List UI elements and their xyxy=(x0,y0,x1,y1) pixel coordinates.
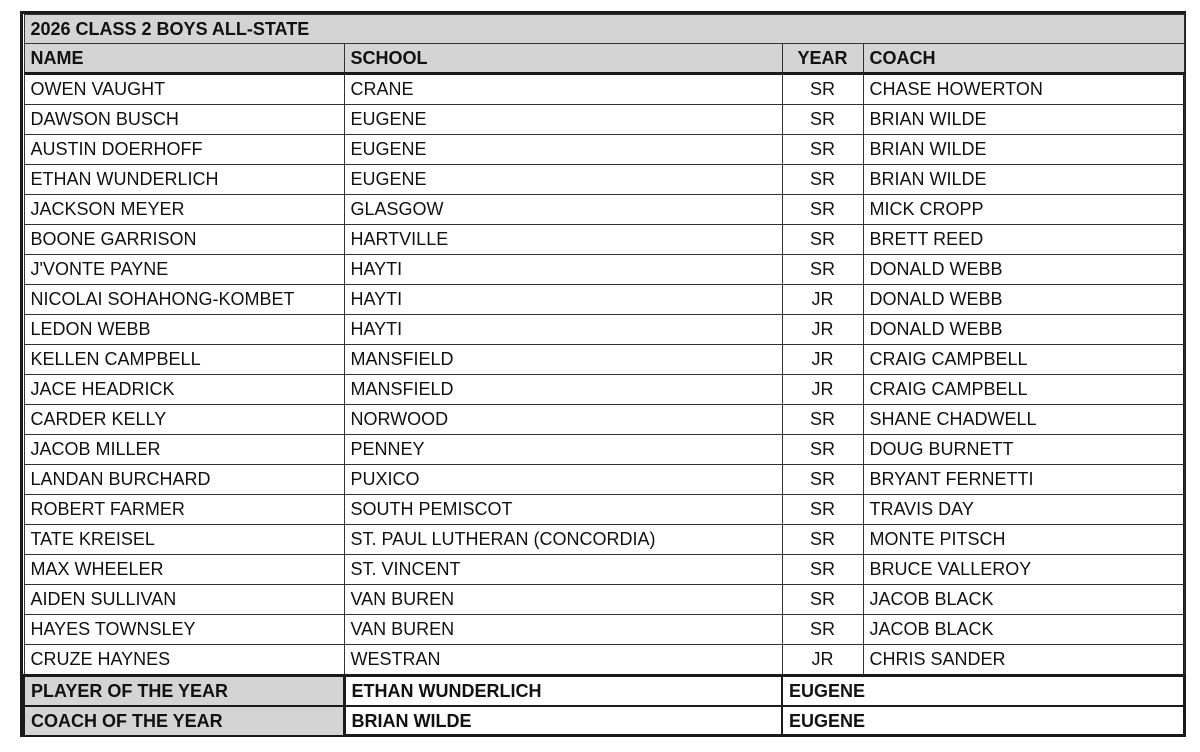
table-row xyxy=(24,105,1184,135)
year-cell: SR xyxy=(782,165,863,195)
player-name-cell: BOONE GARRISON xyxy=(24,225,344,255)
coach-cell: CHRIS SANDER xyxy=(863,645,1184,676)
year-cell: SR xyxy=(782,195,863,225)
table-row xyxy=(24,645,1184,676)
year-cell: SR xyxy=(782,105,863,135)
school-cell: ST. PAUL LUTHERAN (CONCORDIA) xyxy=(344,525,782,555)
player-name-cell: JACE HEADRICK xyxy=(24,375,344,405)
year-cell: SR xyxy=(782,225,863,255)
school-cell: EUGENE xyxy=(344,135,782,165)
coach-cell: BRIAN WILDE xyxy=(863,165,1184,195)
coach-cell: MONTE PITSCH xyxy=(863,525,1184,555)
year-cell: SR xyxy=(782,74,863,105)
player-name-cell: JACKSON MEYER xyxy=(24,195,344,225)
year-cell: JR xyxy=(782,285,863,315)
player-name-cell: AIDEN SULLIVAN xyxy=(24,585,344,615)
year-cell: SR xyxy=(782,525,863,555)
player-name-cell: NICOLAI SOHAHONG-KOMBET xyxy=(24,285,344,315)
school-cell: GLASGOW xyxy=(344,195,782,225)
column-header-name: NAME xyxy=(24,44,344,74)
coach-cell: BRETT REED xyxy=(863,225,1184,255)
table-row xyxy=(24,165,1184,195)
player-name-cell: JACOB MILLER xyxy=(24,435,344,465)
school-cell: WESTRAN xyxy=(344,645,782,676)
year-cell: JR xyxy=(782,645,863,676)
coach-cell: BRYANT FERNETTI xyxy=(863,465,1184,495)
year-cell: SR xyxy=(782,465,863,495)
school-cell: VAN BUREN xyxy=(344,585,782,615)
table-title: 2026 CLASS 2 BOYS ALL-STATE xyxy=(24,15,1184,44)
table-row xyxy=(24,135,1184,165)
award-label-cell: PLAYER OF THE YEAR xyxy=(24,676,344,707)
all-state-sheet xyxy=(20,11,1186,737)
player-name-cell: CARDER KELLY xyxy=(24,405,344,435)
year-cell: JR xyxy=(782,315,863,345)
school-cell: HAYTI xyxy=(344,255,782,285)
coach-cell: CRAIG CAMPBELL xyxy=(863,345,1184,375)
year-cell: SR xyxy=(782,435,863,465)
award-winner-cell: ETHAN WUNDERLICH xyxy=(344,676,782,707)
player-name-cell: DAWSON BUSCH xyxy=(24,105,344,135)
year-cell: SR xyxy=(782,495,863,525)
coach-cell: CHASE HOWERTON xyxy=(863,74,1184,105)
coach-cell: BRUCE VALLEROY xyxy=(863,555,1184,585)
year-cell: SR xyxy=(782,255,863,285)
year-cell: SR xyxy=(782,615,863,645)
award-winner-cell: BRIAN WILDE xyxy=(344,706,782,736)
year-cell: SR xyxy=(782,405,863,435)
player-name-cell: HAYES TOWNSLEY xyxy=(24,615,344,645)
school-cell: ST. VINCENT xyxy=(344,555,782,585)
column-header-coach: COACH xyxy=(863,44,1184,74)
player-name-cell: AUSTIN DOERHOFF xyxy=(24,135,344,165)
school-cell: PUXICO xyxy=(344,465,782,495)
all-state-table xyxy=(23,14,1185,737)
coach-cell: DOUG BURNETT xyxy=(863,435,1184,465)
player-name-cell: ROBERT FARMER xyxy=(24,495,344,525)
coach-cell: SHANE CHADWELL xyxy=(863,405,1184,435)
table-title-row xyxy=(24,15,1184,44)
award-school-cell: EUGENE xyxy=(782,706,1184,736)
table-row xyxy=(24,255,1184,285)
player-name-cell: LANDAN BURCHARD xyxy=(24,465,344,495)
school-cell: SOUTH PEMISCOT xyxy=(344,495,782,525)
school-cell: MANSFIELD xyxy=(344,375,782,405)
award-row xyxy=(24,706,1184,736)
year-cell: SR xyxy=(782,135,863,165)
school-cell: PENNEY xyxy=(344,435,782,465)
player-name-cell: OWEN VAUGHT xyxy=(24,74,344,105)
table-row xyxy=(24,555,1184,585)
school-cell: NORWOOD xyxy=(344,405,782,435)
table-row xyxy=(24,465,1184,495)
table-row xyxy=(24,375,1184,405)
award-label-cell: COACH OF THE YEAR xyxy=(24,706,344,736)
award-row xyxy=(24,676,1184,707)
coach-cell: TRAVIS DAY xyxy=(863,495,1184,525)
column-header-year: YEAR xyxy=(782,44,863,74)
table-row xyxy=(24,345,1184,375)
coach-cell: JACOB BLACK xyxy=(863,585,1184,615)
award-school-cell: EUGENE xyxy=(782,676,1184,707)
player-name-cell: LEDON WEBB xyxy=(24,315,344,345)
table-row xyxy=(24,615,1184,645)
player-name-cell: ETHAN WUNDERLICH xyxy=(24,165,344,195)
school-cell: MANSFIELD xyxy=(344,345,782,375)
player-name-cell: J'VONTE PAYNE xyxy=(24,255,344,285)
coach-cell: DONALD WEBB xyxy=(863,285,1184,315)
year-cell: JR xyxy=(782,345,863,375)
table-row xyxy=(24,495,1184,525)
coach-cell: BRIAN WILDE xyxy=(863,135,1184,165)
coach-cell: CRAIG CAMPBELL xyxy=(863,375,1184,405)
table-row xyxy=(24,285,1184,315)
player-name-cell: KELLEN CAMPBELL xyxy=(24,345,344,375)
coach-cell: JACOB BLACK xyxy=(863,615,1184,645)
year-cell: JR xyxy=(782,375,863,405)
coach-cell: DONALD WEBB xyxy=(863,315,1184,345)
column-header-row xyxy=(24,44,1184,74)
table-row xyxy=(24,435,1184,465)
school-cell: CRANE xyxy=(344,74,782,105)
table-row xyxy=(24,405,1184,435)
school-cell: HARTVILLE xyxy=(344,225,782,255)
coach-cell: BRIAN WILDE xyxy=(863,105,1184,135)
coach-cell: DONALD WEBB xyxy=(863,255,1184,285)
school-cell: VAN BUREN xyxy=(344,615,782,645)
player-name-cell: TATE KREISEL xyxy=(24,525,344,555)
player-name-cell: CRUZE HAYNES xyxy=(24,645,344,676)
coach-cell: MICK CROPP xyxy=(863,195,1184,225)
school-cell: EUGENE xyxy=(344,105,782,135)
table-row xyxy=(24,585,1184,615)
school-cell: EUGENE xyxy=(344,165,782,195)
school-cell: HAYTI xyxy=(344,315,782,345)
year-cell: SR xyxy=(782,555,863,585)
school-cell: HAYTI xyxy=(344,285,782,315)
year-cell: SR xyxy=(782,585,863,615)
table-row xyxy=(24,525,1184,555)
table-row xyxy=(24,74,1184,105)
player-name-cell: MAX WHEELER xyxy=(24,555,344,585)
column-header-school: SCHOOL xyxy=(344,44,782,74)
table-row xyxy=(24,315,1184,345)
table-row xyxy=(24,195,1184,225)
table-row xyxy=(24,225,1184,255)
